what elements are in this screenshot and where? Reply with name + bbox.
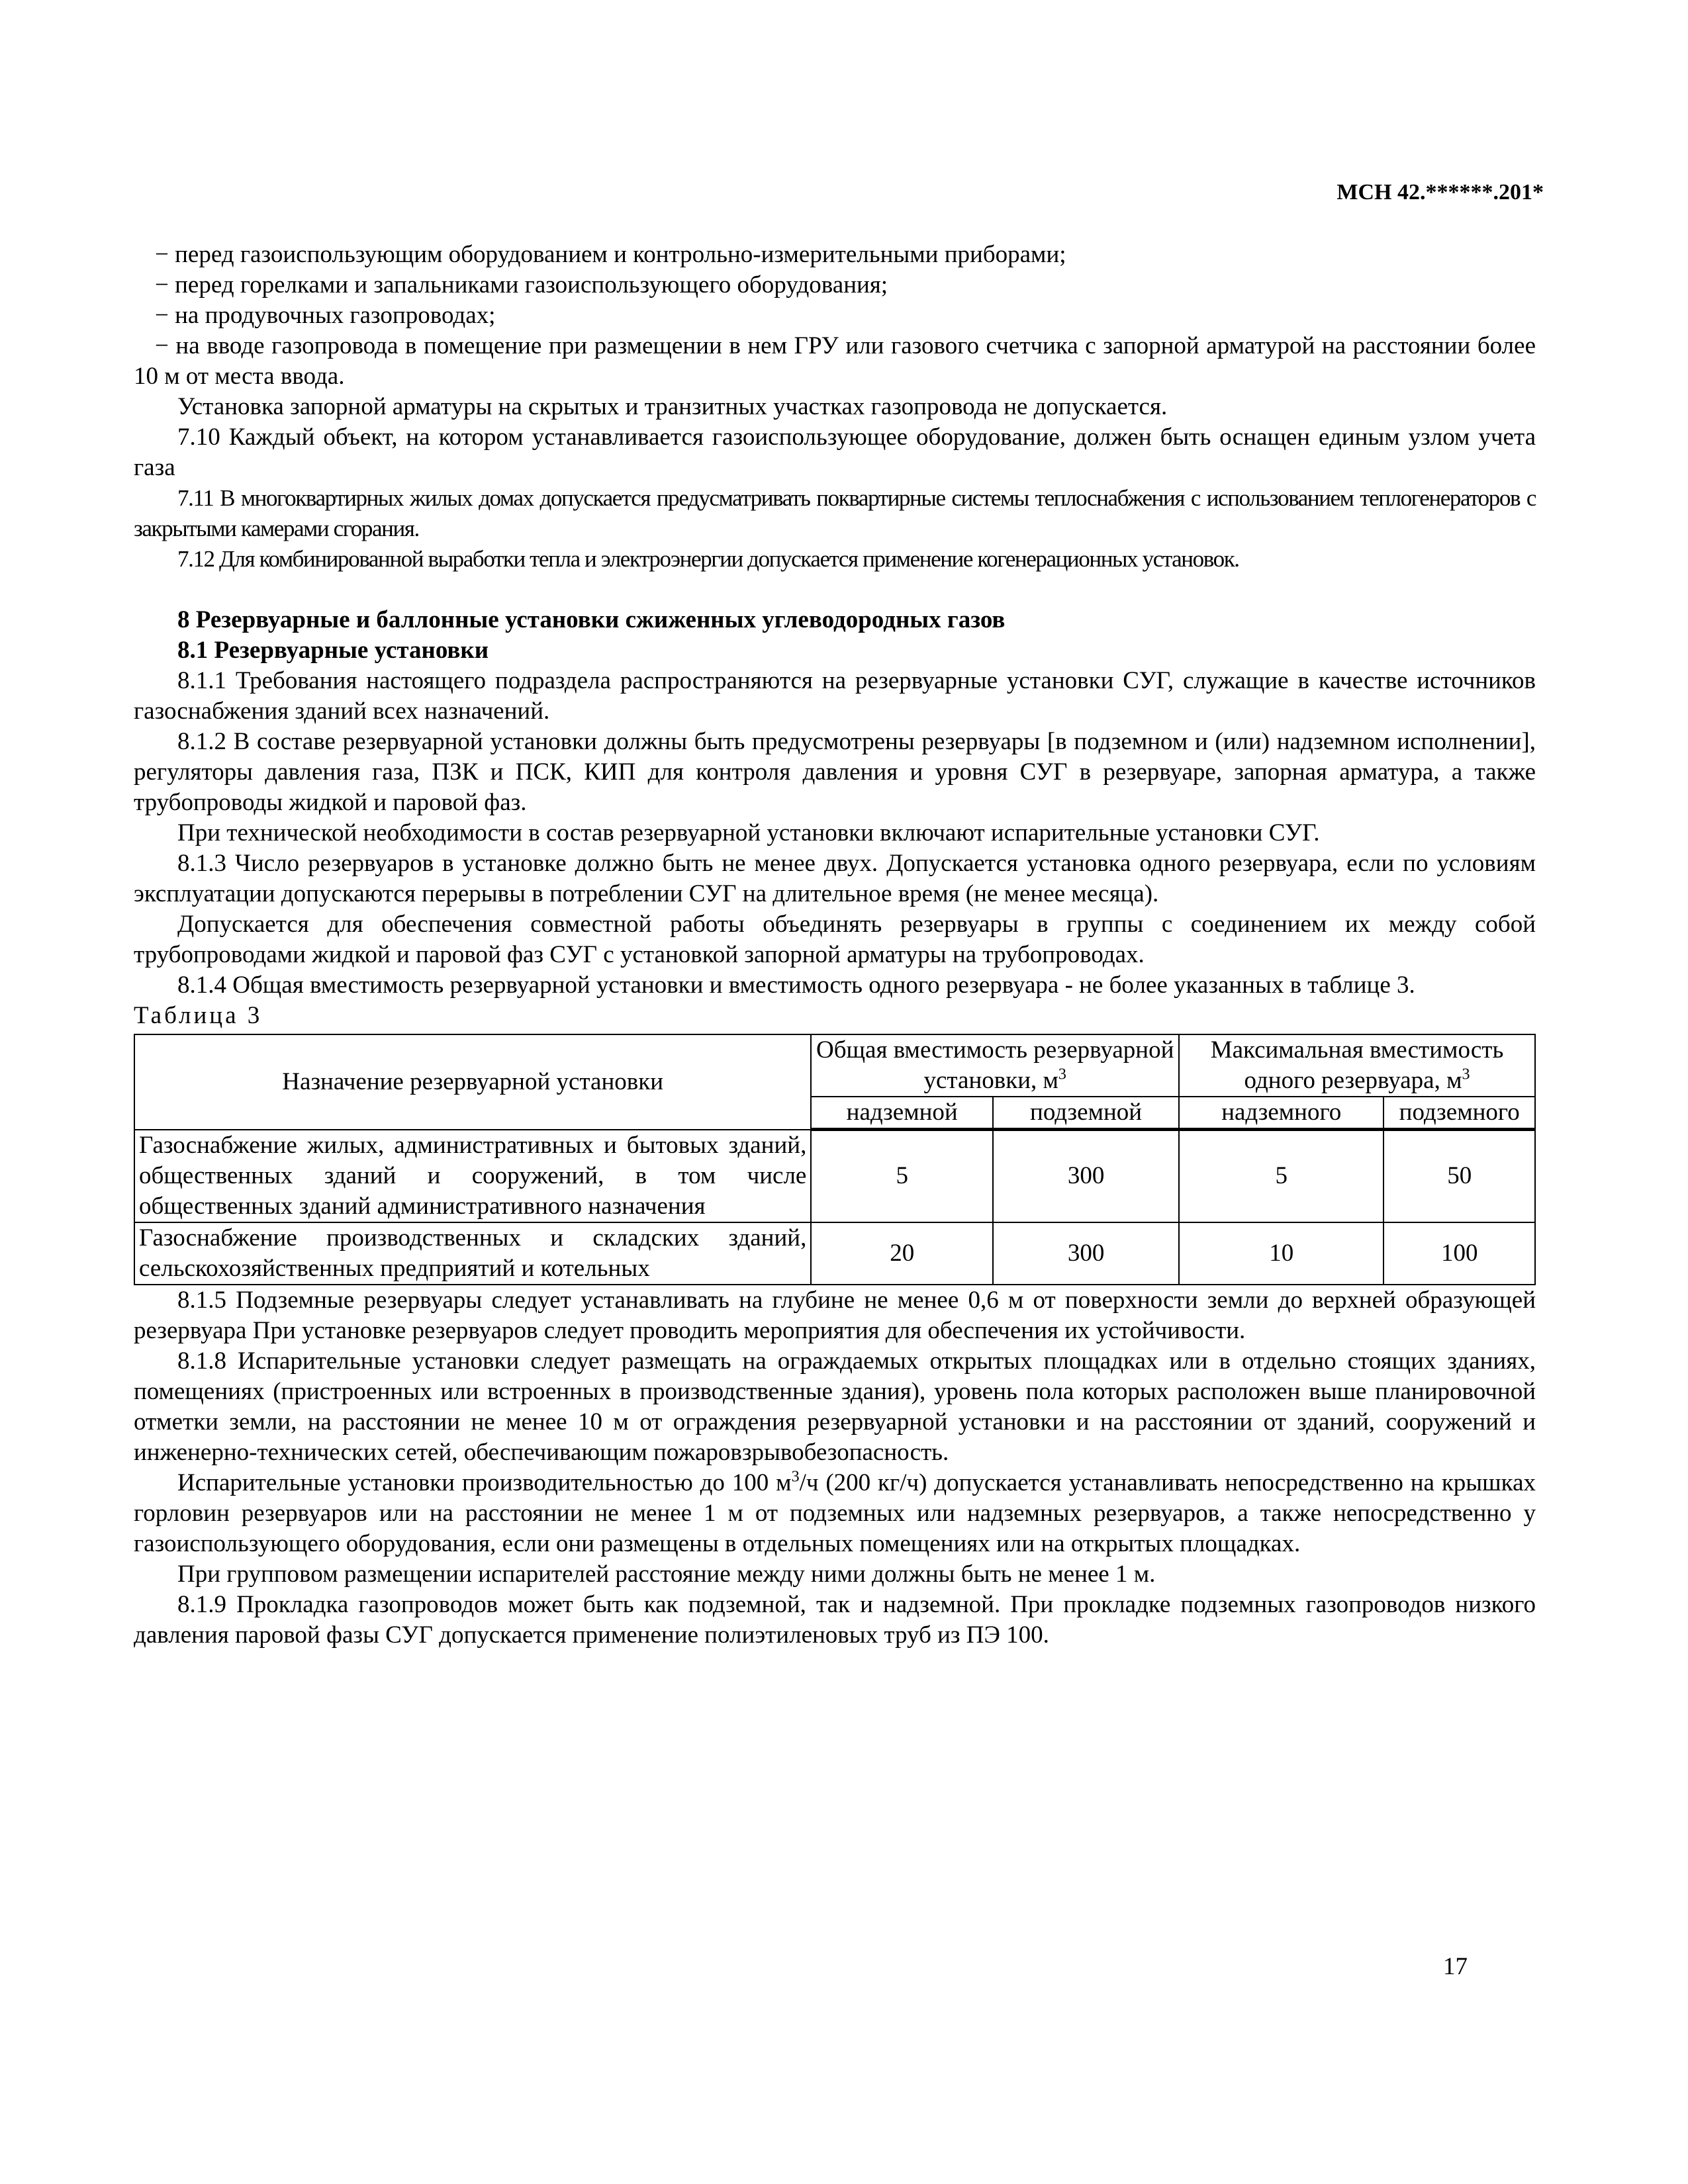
page-number: 17 (1443, 1953, 1468, 1980)
clause-8-1-1: 8.1.1 Требования настоящего подраздела распространяются на резервуарные установки СУГ, служащие в качестве источников газоснабжения зданий всех назначений. (134, 667, 1536, 725)
table-header-cell (1179, 1034, 1535, 1097)
table-cell: 300 (993, 1222, 1179, 1285)
paragraph: При групповом размещении испарителей расстояние между ними должны быть не менее 1 м. (177, 1560, 1156, 1588)
text-run: /ч (200 кг/ч) допускается устанавливать непосредственно на крышках горловин резервуаров или на расстоянии не менее 1 м от подземных или надземных резервуаров, а также непосредственно у газоиспользующего оборудования, если они размещены в отдельных помещениях или на открытых площадках. (134, 1469, 1536, 1557)
clause-8-1-5: 8.1.5 Подземные резервуары следует устанавливать на глубине не менее 0,6 м от поверхности земли до верхней образующей резервуара При установке резервуаров следует проводить мероприятия для обеспечения их устойчивости. (134, 1286, 1536, 1344)
clause-7-12: 7.12 Для комбинированной выработки тепла и электроэнергии допускается применение когенерационных установок. (177, 546, 1239, 572)
unit-superscript: 3 (791, 1468, 800, 1486)
paragraph: Установка запорной арматуры на скрытых и транзитных участках газопровода не допускается. (177, 393, 1168, 420)
subsection-heading: 8.1 Резервуарные установки (177, 637, 489, 664)
table-cell: Газоснабжение жилых, административных и бытовых зданий, общественных зданий и сооружений, в том числе общественных зданий административного назначения (134, 1130, 811, 1222)
clause-8-1-9: 8.1.9 Прокладка газопроводов может быть как подземной, так и надземной. При прокладке подземных газопроводов низкого давления паровой фазы СУГ допускается применение полиэтиленовых труб из ПЭ 100. (134, 1590, 1536, 1649)
table-header-cell (811, 1034, 1179, 1097)
unit-superscript: 3 (1058, 1066, 1066, 1083)
document-body (134, 240, 1536, 1651)
table-header-cell: надземной (811, 1097, 993, 1130)
table-caption: Таблица 3 (134, 1002, 263, 1029)
table-header-cell: подземной (993, 1097, 1179, 1130)
header-label: Максимальная вместимость одного резервуара, м (1210, 1036, 1504, 1094)
spacer (134, 574, 1536, 605)
list-item: − на вводе газопровода в помещение при размещении в нем ГРУ или газового счетчика с запорной арматурой на расстоянии более 10 м от места ввода. (134, 332, 1536, 390)
table-cell: 300 (993, 1130, 1179, 1222)
table-cell: Газоснабжение производственных и складских зданий, сельскохозяйственных предприятий и котельных (134, 1222, 811, 1285)
table-cell: 100 (1383, 1222, 1535, 1285)
clause-8-1-8: 8.1.8 Испарительные установки следует размещать на ограждаемых открытых площадках или в отдельно стоящих зданиях, помещениях (пристроенных или встроенных в производственные здания), уровень пола которых расположен выше планировочной отметки земли, на расстоянии не менее 10 м от ограждения резервуарной установки и на расстоянии от зданий, сооружений и инженерно-технических сетей, обеспечивающим пожаровзрывобезопасность. (134, 1347, 1536, 1466)
clause-8-1-2: 8.1.2 В составе резервуарной установки должны быть предусмотрены резервуары [в подземном и (или) надземном исполнении], регуляторы давления газа, ПЗК и ПСК, КИП для контроля давления и уровня СУГ в резервуаре, запорная арматура, а также трубопроводы жидкой и паровой фаз. (134, 728, 1536, 816)
table-row (134, 1130, 1535, 1222)
header-label: Общая вместимость резервуарной установки, м (816, 1036, 1174, 1094)
list-item: − на продувочных газопроводах; (155, 302, 496, 329)
table-cell: 20 (811, 1222, 993, 1285)
table-cell: 50 (1383, 1130, 1535, 1222)
document-code-header: МСН 42.******.201* (1336, 180, 1544, 205)
paragraph: При технической необходимости в состав резервуарной установки включают испарительные установки СУГ. (177, 819, 1320, 846)
table-cell: 5 (1179, 1130, 1383, 1222)
clause-8-1-3: 8.1.3 Число резервуаров в установке должно быть не менее двух. Допускается установка одного резервуара, если по условиям эксплуатации допускаются перерывы в потреблении СУГ на длительное время (не менее месяца). (134, 850, 1536, 907)
clause-7-10: 7.10 Каждый объект, на котором устанавливается газоиспользующее оборудование, должен быть оснащен единым узлом учета газа (134, 424, 1536, 481)
paragraph (134, 1468, 1536, 1559)
table-header-cell: подземного (1383, 1097, 1535, 1130)
table-header-row (134, 1034, 1535, 1097)
capacity-table (134, 1034, 1536, 1285)
text-run: Испарительные установки производительностью до 100 м (177, 1469, 792, 1496)
list-item: − перед горелками и запальниками газоиспользующего оборудования; (155, 271, 888, 298)
unit-superscript: 3 (1462, 1066, 1470, 1083)
list-item: − перед газоиспользующим оборудованием и контрольно-измерительными приборами; (155, 241, 1066, 268)
table-cell: 5 (811, 1130, 993, 1222)
table-cell: 10 (1179, 1222, 1383, 1285)
section-heading: 8 Резервуарные и баллонные установки сжиженных углеводородных газов (177, 606, 1006, 633)
clause-7-11: 7.11 В многоквартирных жилых домах допускается предусматривать поквартирные системы теплоснабжения с использованием теплогенераторов с закрытыми камерами сгорания. (134, 485, 1536, 541)
clause-8-1-4: 8.1.4 Общая вместимость резервуарной установки и вместимость одного резервуара - не более указанных в таблице 3. (177, 972, 1415, 999)
paragraph: Допускается для обеспечения совместной работы объединять резервуары в группы с соединением их между собой трубопроводами жидкой и паровой фаз СУГ с установкой запорной арматуры на трубопроводах. (134, 911, 1536, 968)
table-header-cell: надземного (1179, 1097, 1383, 1130)
table-header-cell: Назначение резервуарной установки (134, 1034, 811, 1130)
table-row (134, 1222, 1535, 1285)
